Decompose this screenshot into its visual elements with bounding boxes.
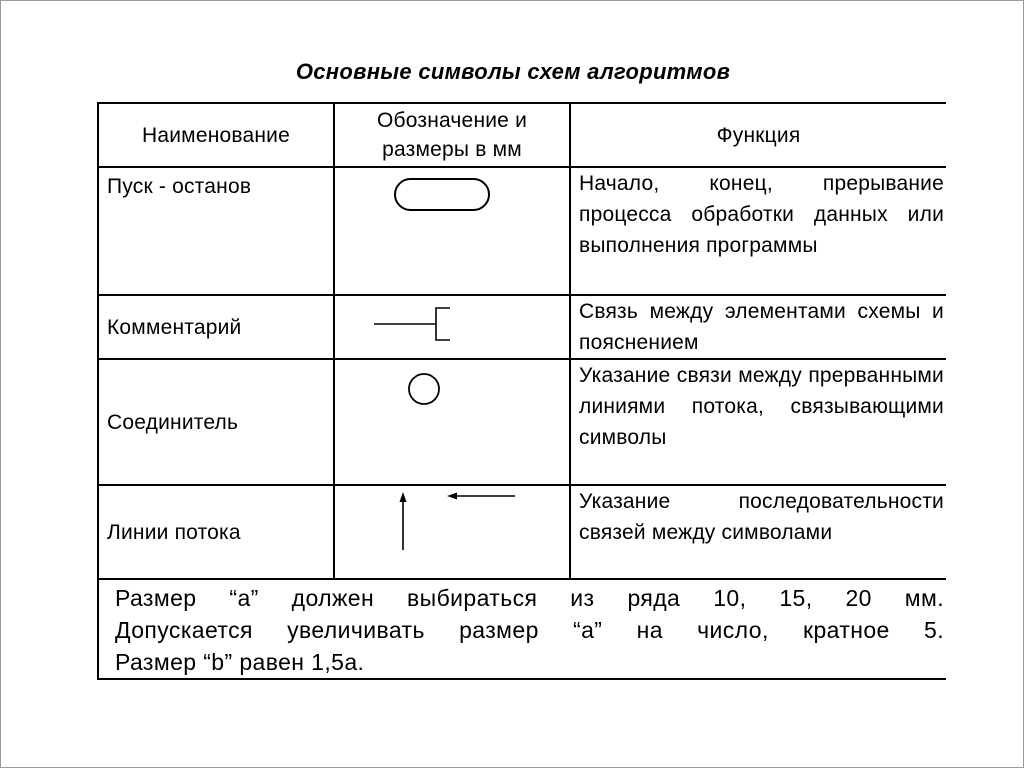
row-function: Связь между элементами схемы и пояснением — [579, 300, 944, 354]
table-row — [98, 167, 946, 295]
table-row — [98, 295, 946, 359]
terminator-symbol-icon — [335, 168, 570, 292]
size-note — [99, 580, 946, 678]
symbols-table — [97, 102, 946, 680]
note-line: Допускается увеличивать размер “а” на число, кратное 5. — [115, 617, 944, 643]
row-name: Соединитель — [107, 410, 239, 434]
symbol-cell — [334, 359, 570, 485]
header-function: Функция — [570, 103, 946, 167]
table-header-row — [98, 103, 946, 167]
row-function: Указание последовательности связей между символами — [579, 490, 944, 544]
symbol-cell — [334, 167, 570, 295]
symbol-cell — [334, 295, 570, 359]
flow-lines-symbol-icon — [335, 486, 570, 576]
header-name: Наименование — [98, 103, 334, 167]
note-line: Размер “b” равен 1,5а. — [115, 649, 365, 675]
note-line: Размер “а” должен выбираться из ряда 10, 15, 20 мм. — [115, 585, 944, 611]
row-name: Линии потока — [107, 520, 241, 544]
connector-symbol-icon — [335, 360, 570, 482]
table-row — [98, 485, 946, 579]
row-function: Начало, конец, прерывание процесса обработки данных или выполнения программы — [579, 172, 944, 257]
comment-symbol-icon — [335, 296, 570, 356]
row-function: Указание связи между прерванными линиями потока, связывающими символы — [579, 364, 944, 449]
header-designation: Обозначение и размеры в мм — [334, 103, 570, 167]
row-name: Комментарий — [107, 315, 242, 339]
table-note-row — [98, 579, 946, 679]
row-name: Пуск - останов — [107, 175, 252, 198]
page-title: Основные символы схем алгоритмов — [295, 59, 731, 84]
symbol-cell — [334, 485, 570, 579]
table-row — [98, 359, 946, 485]
